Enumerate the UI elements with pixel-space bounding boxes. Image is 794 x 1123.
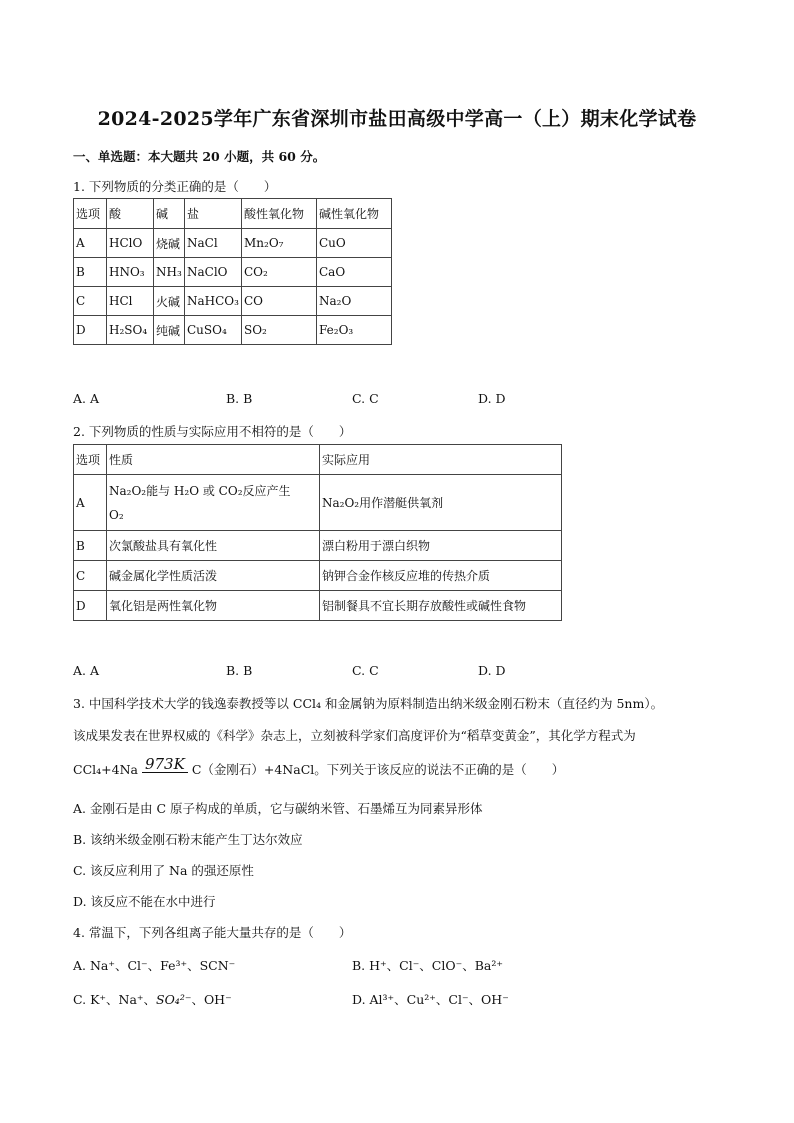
table-cell: [107, 475, 320, 531]
option-b[interactable]: B. B: [226, 391, 253, 406]
table-row: [74, 258, 392, 287]
table-cell: 氧化铝是两性氧化物: [107, 591, 320, 621]
table-cell: HCl: [107, 287, 154, 316]
table-cell: 铝制餐具不宜长期存放酸性或碱性食物: [320, 591, 562, 621]
table-header: 选项: [74, 445, 107, 475]
question-3-equation: [73, 755, 565, 779]
table-cell: 漂白粉用于漂白织物: [320, 531, 562, 561]
table-row: [74, 591, 562, 621]
table-header: 性质: [107, 445, 320, 475]
table-cell: B: [74, 531, 107, 561]
question-1-table: [73, 198, 392, 345]
table-cell: CuSO₄: [185, 316, 242, 345]
option-d[interactable]: D. D: [478, 391, 506, 406]
equation-products: C（金刚石）+4NaCl。下列关于该反应的说法不正确的是（ ）: [191, 762, 565, 777]
table-cell: Na₂O₂用作潜艇供氧剂: [320, 475, 562, 531]
question-2-table: [73, 444, 562, 621]
table-row: [74, 316, 392, 345]
table-cell-line: Na₂O₂能与 H₂O 或 CO₂反应产生: [109, 483, 291, 498]
table-cell: D: [74, 316, 107, 345]
question-1-stem: 1. 下列物质的分类正确的是（ ）: [73, 179, 277, 194]
question-3-stem-line-2: 该成果发表在世界权威的《科学》杂志上，立刻被科学家们高度评价为“稻草变黄金”，其化学方程式为: [73, 728, 636, 743]
table-cell: C: [74, 561, 107, 591]
table-cell: 纯碱: [154, 316, 185, 345]
option-d[interactable]: D. Al³⁺、Cu²⁺、Cl⁻、OH⁻: [352, 992, 509, 1007]
table-row: [74, 561, 562, 591]
table-cell: Na₂O: [317, 287, 392, 316]
reaction-condition: 973K: [142, 756, 188, 773]
table-cell: 烧碱: [154, 229, 185, 258]
option-c-text: C. K⁺、Na⁺、: [73, 992, 156, 1007]
table-header: 碱: [154, 199, 185, 229]
table-cell: NaCl: [185, 229, 242, 258]
table-cell: D: [74, 591, 107, 621]
table-cell: HNO₃: [107, 258, 154, 287]
table-row: [74, 229, 392, 258]
table-cell-line: O₂: [109, 507, 124, 522]
table-cell: Mn₂O₇: [242, 229, 317, 258]
option-a[interactable]: A. Na⁺、Cl⁻、Fe³⁺、SCN⁻: [73, 958, 236, 973]
table-cell: Fe₂O₃: [317, 316, 392, 345]
question-2-stem: 2. 下列物质的性质与实际应用不相符的是（ ）: [73, 424, 352, 439]
option-d[interactable]: D. D: [478, 663, 506, 678]
table-cell: HClO: [107, 229, 154, 258]
table-cell: 火碱: [154, 287, 185, 316]
table-row: [74, 531, 562, 561]
table-cell: NaClO: [185, 258, 242, 287]
table-cell: C: [74, 287, 107, 316]
option-b[interactable]: B. B: [226, 663, 253, 678]
table-row: [74, 287, 392, 316]
table-cell: CaO: [317, 258, 392, 287]
sulfate-ion: SO₄²⁻: [156, 992, 192, 1007]
option-c[interactable]: C. C: [352, 663, 379, 678]
table-cell: B: [74, 258, 107, 287]
table-header: 酸: [107, 199, 154, 229]
section-heading: 一、单选题：本大题共 20 小题，共 60 分。: [73, 149, 326, 164]
option-c[interactable]: C. 该反应利用了 Na 的强还原性: [73, 863, 254, 878]
table-header: 实际应用: [320, 445, 562, 475]
table-cell: NH₃: [154, 258, 185, 287]
table-header: 酸性氧化物: [242, 199, 317, 229]
question-4-stem: 4. 常温下，下列各组离子能大量共存的是（ ）: [73, 925, 352, 940]
question-3-stem-line-1: 3. 中国科学技术大学的钱逸泰教授等以 CCl₄ 和金属钠为原料制造出纳米级金刚石粉末（直径约为 5nm）。: [73, 696, 664, 711]
page-title: 2024-2025学年广东省深圳市盐田高级中学高一（上）期末化学试卷: [97, 108, 697, 130]
option-c[interactable]: [73, 990, 232, 1008]
table-cell: 钠钾合金作核反应堆的传热介质: [320, 561, 562, 591]
table-cell: A: [74, 229, 107, 258]
table-cell: CO: [242, 287, 317, 316]
table-cell: SO₂: [242, 316, 317, 345]
table-cell: H₂SO₄: [107, 316, 154, 345]
table-cell: CuO: [317, 229, 392, 258]
option-a[interactable]: A. 金刚石是由 C 原子构成的单质，它与碳纳米管、石墨烯互为同素异形体: [73, 801, 483, 816]
table-cell: 次氯酸盐具有氧化性: [107, 531, 320, 561]
table-cell: A: [74, 475, 107, 531]
option-a[interactable]: A. A: [73, 663, 100, 678]
table-cell: CO₂: [242, 258, 317, 287]
table-header: 选项: [74, 199, 107, 229]
option-a[interactable]: A. A: [73, 391, 100, 406]
option-c-text-end: 、OH⁻: [191, 992, 232, 1007]
option-c[interactable]: C. C: [352, 391, 379, 406]
option-d[interactable]: D. 该反应不能在水中进行: [73, 894, 216, 909]
option-b[interactable]: B. H⁺、Cl⁻、ClO⁻、Ba²⁺: [352, 958, 503, 973]
table-cell: 碱金属化学性质活泼: [107, 561, 320, 591]
option-b[interactable]: B. 该纳米级金刚石粉末能产生丁达尔效应: [73, 832, 303, 847]
table-row: [74, 475, 562, 531]
table-header: 盐: [185, 199, 242, 229]
table-header: 碱性氧化物: [317, 199, 392, 229]
equation-reactants: CCl₄+4Na: [73, 762, 138, 777]
table-cell: NaHCO₃: [185, 287, 242, 316]
